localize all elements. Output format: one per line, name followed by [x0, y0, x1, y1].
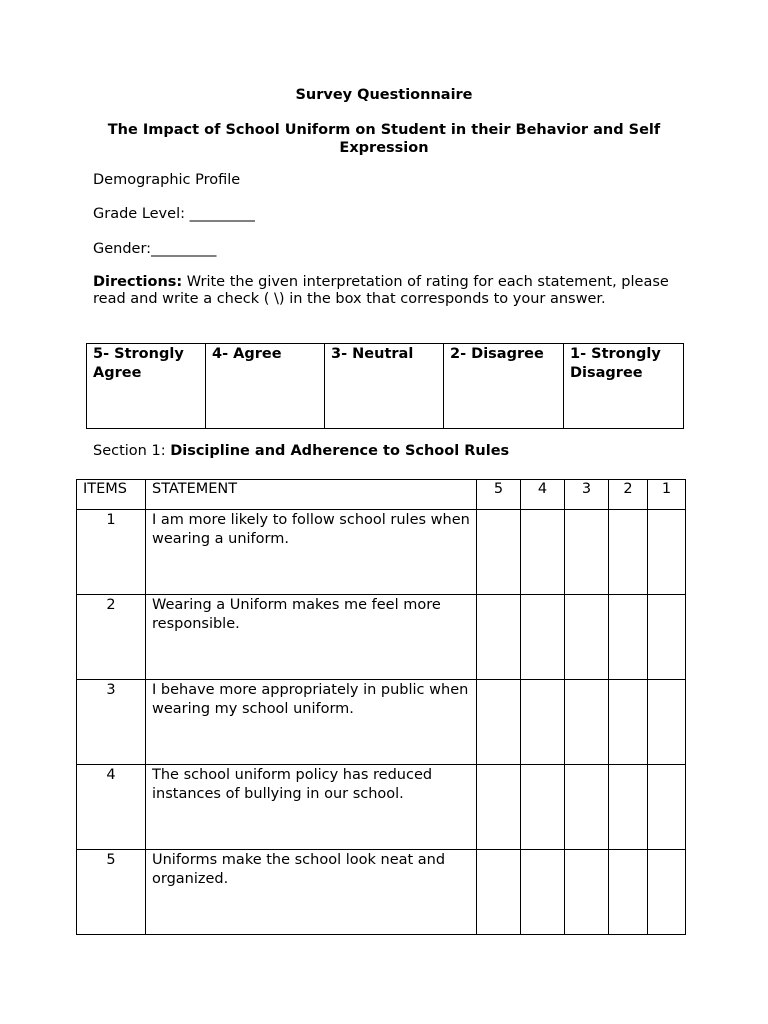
statement-text: Uniforms make the school look neat and organized.: [146, 850, 477, 935]
item-number: 5: [77, 850, 146, 935]
table-row: [77, 510, 686, 595]
rating-box-4[interactable]: [521, 595, 565, 680]
rating-box-1[interactable]: [648, 850, 686, 935]
table-row: [77, 850, 686, 935]
rating-scale-table: [86, 343, 684, 429]
document-title: Survey Questionnaire: [295, 87, 473, 103]
rating-header-2: 2: [609, 480, 648, 510]
demographic-profile-heading: Demographic Profile: [93, 172, 241, 188]
statement-header: STATEMENT: [146, 480, 477, 510]
rating-header-5: 5: [477, 480, 521, 510]
table-row: [77, 765, 686, 850]
survey-table: [76, 479, 686, 935]
rating-box-1[interactable]: [648, 680, 686, 765]
rating-box-1[interactable]: [648, 595, 686, 680]
item-number: 3: [77, 680, 146, 765]
rating-box-3[interactable]: [565, 510, 609, 595]
rating-box-2[interactable]: [609, 850, 648, 935]
rating-header-4: 4: [521, 480, 565, 510]
scale-cell-1: 1- Strongly Disagree: [564, 344, 684, 429]
rating-scale-row: [87, 344, 684, 429]
statement-text: I am more likely to follow school rules when wearing a uniform.: [146, 510, 477, 595]
item-number: 1: [77, 510, 146, 595]
section-prefix: Section 1:: [93, 443, 171, 459]
directions-label: Directions:: [93, 274, 183, 290]
rating-box-4[interactable]: [521, 765, 565, 850]
rating-box-4[interactable]: [521, 510, 565, 595]
table-header-row: [77, 480, 686, 510]
section-heading: [93, 443, 509, 459]
grade-level-field: Grade Level: _________: [93, 206, 255, 222]
table-row: [77, 680, 686, 765]
rating-box-1[interactable]: [648, 765, 686, 850]
section-title: Discipline and Adherence to School Rules: [170, 443, 510, 459]
statement-text: Wearing a Uniform makes me feel more responsible.: [146, 595, 477, 680]
rating-box-2[interactable]: [609, 595, 648, 680]
rating-box-3[interactable]: [565, 765, 609, 850]
rating-box-2[interactable]: [609, 680, 648, 765]
scale-cell-4: 4- Agree: [206, 344, 325, 429]
rating-box-5[interactable]: [477, 680, 521, 765]
rating-box-3[interactable]: [565, 595, 609, 680]
statement-text: The school uniform policy has reduced instances of bullying in our school.: [146, 765, 477, 850]
rating-box-2[interactable]: [609, 765, 648, 850]
items-header: ITEMS: [77, 480, 146, 510]
scale-cell-3: 3- Neutral: [325, 344, 444, 429]
statement-text: I behave more appropriately in public when wearing my school uniform.: [146, 680, 477, 765]
rating-box-4[interactable]: [521, 850, 565, 935]
rating-box-1[interactable]: [648, 510, 686, 595]
rating-box-3[interactable]: [565, 850, 609, 935]
rating-box-5[interactable]: [477, 850, 521, 935]
rating-box-5[interactable]: [477, 510, 521, 595]
item-number: 4: [77, 765, 146, 850]
scale-cell-5: 5- Strongly Agree: [87, 344, 206, 429]
scale-cell-2: 2- Disagree: [444, 344, 564, 429]
document-subtitle: The Impact of School Uniform on Student in their Behavior and Self Expression: [107, 122, 661, 156]
rating-box-5[interactable]: [477, 595, 521, 680]
directions-text: Write the given interpretation of rating for each statement, please read and write a check ( \) in the box that corresponds to your answer.: [93, 274, 669, 307]
rating-box-4[interactable]: [521, 680, 565, 765]
rating-box-2[interactable]: [609, 510, 648, 595]
rating-box-3[interactable]: [565, 680, 609, 765]
rating-header-1: 1: [648, 480, 686, 510]
rating-header-3: 3: [565, 480, 609, 510]
rating-box-5[interactable]: [477, 765, 521, 850]
gender-field: Gender:_________: [93, 241, 217, 257]
directions-paragraph: [93, 274, 683, 308]
item-number: 2: [77, 595, 146, 680]
table-row: [77, 595, 686, 680]
